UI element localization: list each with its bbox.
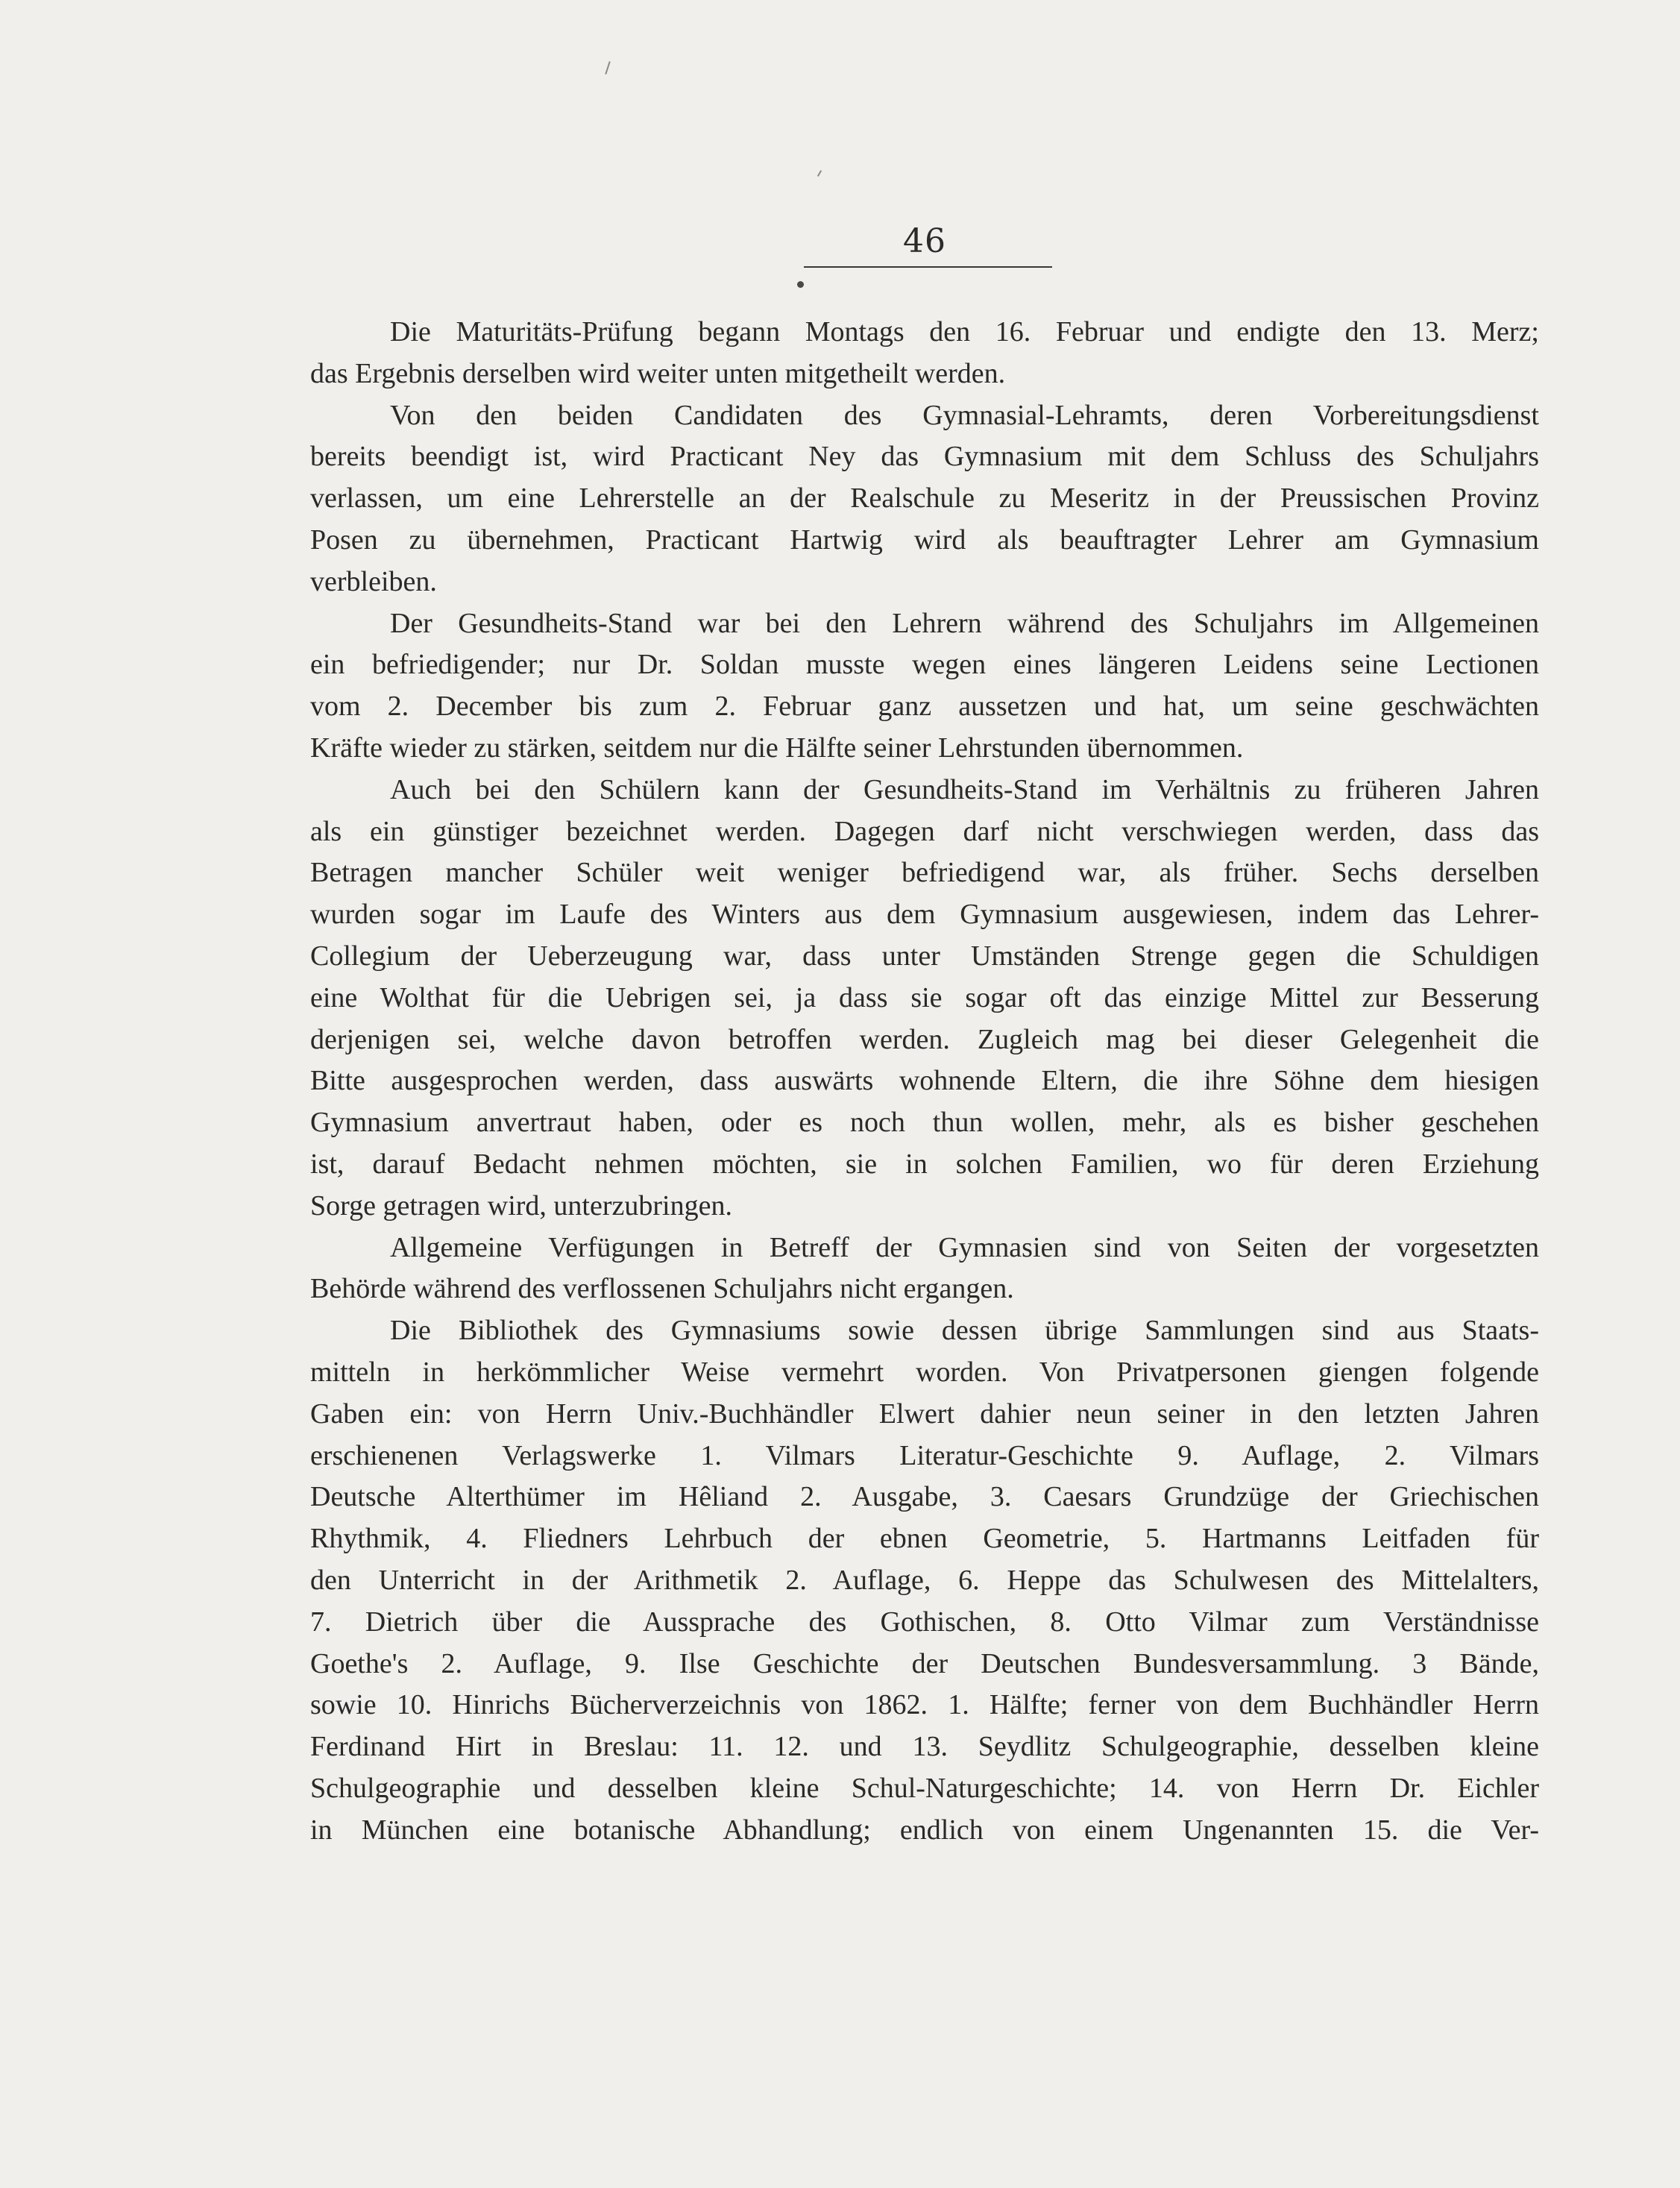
text-line: ist, darauf Bedacht nehmen möchten, sie in solchen Familien, wo für deren Erziehung (310, 1148, 1539, 1180)
text-line: Gaben ein: von Herrn Univ.-Buchhändler Elwert dahier neun seiner in den letzten Jahren (310, 1398, 1539, 1430)
text-line: Ferdinand Hirt in Breslau: 11. 12. und 13. Seydlitz Schulgeographie, desselben kleine (310, 1731, 1539, 1763)
text-line: Auch bei den Schülern kann der Gesundheits-Stand im Verhältnis zu früheren Jahren (390, 773, 1539, 805)
text-line: den Unterricht in der Arithmetik 2. Auflage, 6. Heppe das Schulwesen des Mittelalters, (310, 1564, 1539, 1596)
text-line: Gymnasium anvertraut haben, oder es noch thun wollen, mehr, als es bisher geschehen (310, 1107, 1539, 1139)
text-line: Schulgeographie und desselben kleine Schul-Naturgeschichte; 14. von Herrn Dr. Eichler (310, 1772, 1539, 1804)
text-line: in München eine botanische Abhandlung; endlich von einem Ungenannten 15. die Ver- (310, 1814, 1539, 1846)
text-line: Die Maturitäts-Prüfung begann Montags den 16. Februar und endigte den 13. Merz; (390, 316, 1539, 348)
text-line: verlassen, um eine Lehrerstelle an der Realschule zu Meseritz in der Preussischen Provinz (310, 482, 1539, 515)
text-line: Behörde während des verflossenen Schuljahrs nicht ergangen. (310, 1273, 1014, 1305)
scan-speck (817, 170, 822, 177)
text-line: verbleiben. (310, 565, 437, 597)
text-line: mitteln in herkömmlicher Weise vermehrt worden. Von Privatpersonen giengen folgende (310, 1356, 1539, 1388)
header-rule (804, 266, 1052, 268)
ornament-dot (797, 281, 804, 288)
text-line: Sorge getragen wird, unterzubringen. (310, 1189, 732, 1222)
text-line: erschienenen Verlagswerke 1. Vilmars Literatur-Geschichte 9. Auflage, 2. Vilmars (310, 1439, 1539, 1471)
text-line: Goethe's 2. Auflage, 9. Ilse Geschichte der Deutschen Bundesversammlung. 3 Bände, (310, 1647, 1539, 1679)
text-line: Collegium der Ueberzeugung war, dass unter Umständen Strenge gegen die Schuldigen (310, 940, 1539, 972)
text-line: als ein günstiger bezeichnet werden. Dagegen darf nicht verschwiegen werden, dass das (310, 815, 1539, 847)
text-line: ein befriedigender; nur Dr. Soldan musste wegen eines längeren Leidens seine Lectionen (310, 649, 1539, 681)
text-line: Betragen mancher Schüler weit weniger befriedigend war, als früher. Sechs derselben (310, 857, 1539, 889)
scan-speck (605, 61, 610, 75)
page-number: 46 (903, 222, 946, 260)
body-text (310, 312, 1539, 1851)
text-line: eine Wolthat für die Uebrigen sei, ja dass sie sogar oft das einzige Mittel zur Besserung (310, 981, 1539, 1013)
text-line: vom 2. December bis zum 2. Februar ganz aussetzen und hat, um seine geschwächten (310, 691, 1539, 723)
text-line: Die Bibliothek des Gymnasiums sowie dessen übrige Sammlungen sind aus Staats- (390, 1315, 1539, 1347)
text-line: derjenigen sei, welche davon betroffen werden. Zugleich mag bei dieser Gelegenheit die (310, 1023, 1539, 1055)
text-line: Kräfte wieder zu stärken, seitdem nur die Hälfte seiner Lehrstunden übernommen. (310, 732, 1244, 764)
text-line: Allgemeine Verfügungen in Betreff der Gymnasien sind von Seiten der vorgesetzten (390, 1231, 1539, 1263)
text-line: Von den beiden Candidaten des Gymnasial-Lehramts, deren Vorbereitungsdienst (390, 399, 1539, 431)
text-line: 7. Dietrich über die Aussprache des Gothischen, 8. Otto Vilmar zum Verständnisse (310, 1606, 1539, 1638)
text-line: wurden sogar im Laufe des Winters aus dem Gymnasium ausgewiesen, indem das Lehrer- (310, 899, 1539, 931)
text-line: Deutsche Alterthümer im Hêliand 2. Ausgabe, 3. Caesars Grundzüge der Griechischen (310, 1481, 1539, 1513)
text-line: Posen zu übernehmen, Practicant Hartwig wird als beauftragter Lehrer am Gymnasium (310, 524, 1539, 556)
text-line: Der Gesundheits-Stand war bei den Lehrern während des Schuljahrs im Allgemeinen (390, 607, 1539, 639)
text-line: Bitte ausgesprochen werden, dass auswärts wohnende Eltern, die ihre Söhne dem hiesigen (310, 1065, 1539, 1097)
text-line: sowie 10. Hinrichs Bücherverzeichnis von 1862. 1. Hälfte; ferner von dem Buchhändler Herrn (310, 1689, 1539, 1721)
text-line: bereits beendigt ist, wird Practicant Ney das Gymnasium mit dem Schluss des Schuljahrs (310, 441, 1539, 473)
text-line: das Ergebnis derselben wird weiter unten mitgetheilt werden. (310, 357, 1006, 389)
text-line: Rhythmik, 4. Fliedners Lehrbuch der ebnen Geometrie, 5. Hartmanns Leitfaden für (310, 1523, 1539, 1555)
